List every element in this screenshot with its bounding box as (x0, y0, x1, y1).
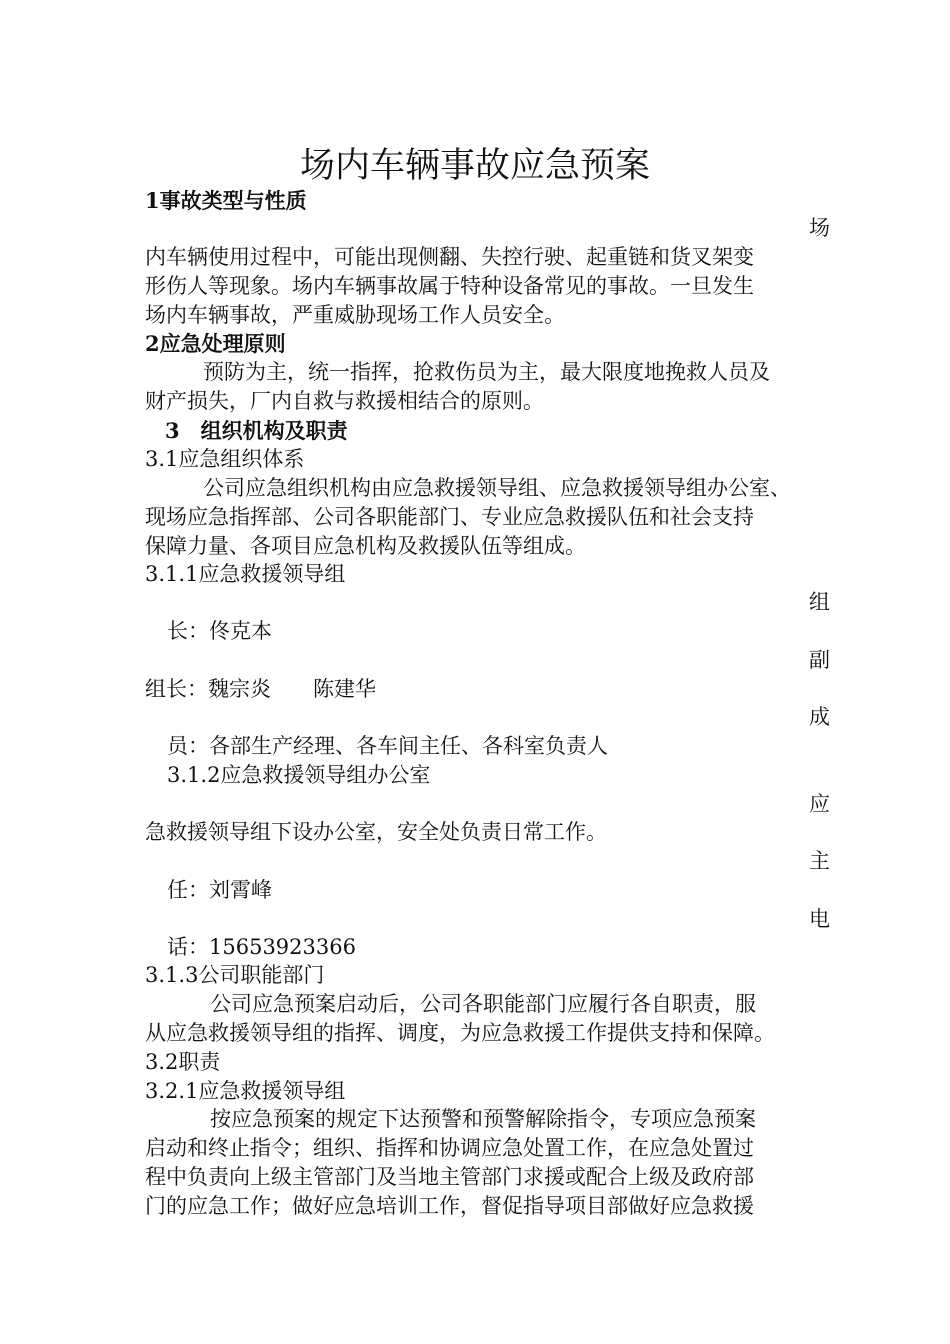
section-heading-2: 2应急处理原则 (145, 331, 286, 356)
subsection-heading: 3.1.3公司职能部门 (145, 963, 325, 987)
body-text: 成 (809, 705, 830, 729)
body-text: 员：各部生产经理、各车间主任、各科室负责人 (167, 734, 608, 758)
body-text: 门的应急工作；做好应急培训工作，督促指导项目部做好应急救援 (145, 1194, 754, 1218)
body-text: 场内车辆事故，严重威胁现场工作人员安全。 (145, 303, 565, 327)
subsection-heading: 3.1应急组织体系 (145, 447, 305, 471)
body-text: 按应急预案的规定下达预警和预警解除指令，专项应急预案 (210, 1107, 756, 1131)
body-text: 主 (809, 849, 830, 873)
body-text: 应 (809, 792, 830, 816)
body-text: 程中负责向上级主管部门及当地主管部门求援或配合上级及政府部 (145, 1165, 754, 1189)
body-text: 现场应急指挥部、公司各职能部门、专业应急救援队伍和社会支持 (145, 505, 754, 529)
body-text: 任：刘霄峰 (167, 878, 272, 902)
body-text: 财产损失，厂内自救与救援相结合的原则。 (145, 389, 544, 413)
body-text: 组 (809, 590, 830, 614)
body-text: 保障力量、各项目应急机构及救援队伍等组成。 (145, 534, 586, 558)
subsection-heading: 3.2.1应急救援领导组 (145, 1079, 346, 1103)
body-text: 话：15653923366 (167, 935, 356, 959)
body-text: 副 (809, 648, 830, 672)
body-text: 组长：魏宗炎 陈建华 (145, 677, 376, 701)
body-text: 长：佟克本 (167, 619, 272, 643)
body-text: 启动和终止指令；组织、指挥和协调应急处置工作，在应急处置过 (145, 1136, 754, 1160)
body-text: 场 (809, 216, 830, 240)
body-text: 急救援领导组下设办公室，安全处负责日常工作。 (145, 820, 607, 844)
body-text: 电 (809, 907, 830, 931)
body-text: 内车辆使用过程中，可能出现侧翻、失控行驶、起重链和货叉架变 (145, 245, 754, 269)
body-text: 公司应急预案启动后，公司各职能部门应履行各自职责，服 (210, 992, 756, 1016)
section-heading-3: 3 组织机构及职责 (165, 418, 348, 443)
body-text: 形伤人等现象。场内车辆事故属于特种设备常见的事故。一旦发生 (145, 274, 754, 298)
body-text: 从应急救援领导组的指挥、调度，为应急救援工作提供支持和保障。 (145, 1021, 775, 1045)
subsection-heading: 3.1.2应急救援领导组办公室 (167, 763, 431, 787)
body-text: 公司应急组织机构由应急救援领导组、应急救援领导组办公室、 (203, 476, 791, 500)
subsection-heading: 3.2职责 (145, 1050, 221, 1074)
document-title: 场内车辆事故应急预案 (299, 146, 650, 186)
subsection-heading: 3.1.1应急救援领导组 (145, 562, 346, 586)
body-text: 预防为主，统一指挥，抢救伤员为主，最大限度地挽救人员及 (203, 360, 770, 384)
section-heading-1: 1事故类型与性质 (145, 188, 307, 213)
